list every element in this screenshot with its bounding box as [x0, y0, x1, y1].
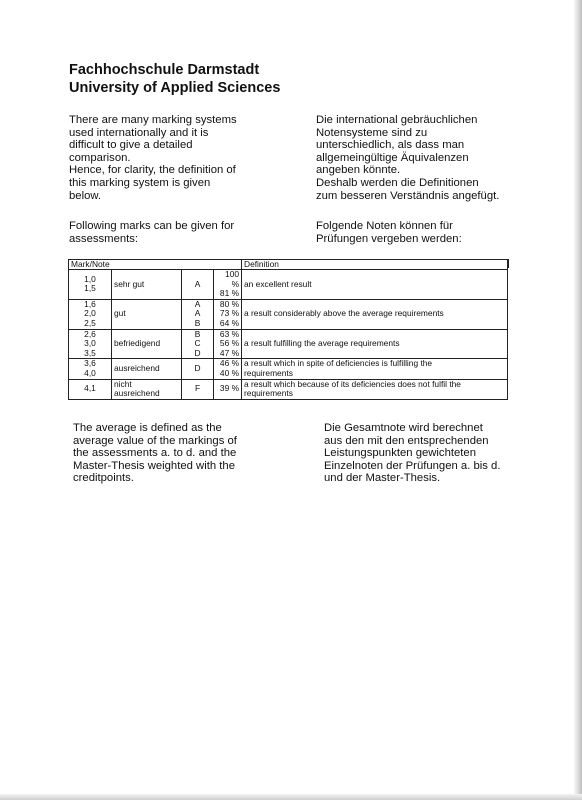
percent-cell-value: 64 %: [219, 317, 240, 328]
percent-cell: [214, 329, 242, 359]
ects-letter-cell-value: A: [194, 298, 201, 309]
ects-letter-cell: [182, 270, 214, 300]
mark-cell-value: 3,6: [84, 358, 96, 369]
percent-cell-value: 47 %: [219, 347, 240, 358]
note-cell: sehr gut: [112, 270, 182, 300]
percent-cell-value: 81 %: [219, 288, 240, 299]
mark-cell-value: 1,0: [84, 273, 96, 284]
percent-cell-value: 80 %: [219, 298, 240, 309]
mark-cell-value: 2,0: [84, 308, 96, 319]
ects-letter-cell: [182, 379, 214, 399]
header-definition: Definition: [242, 260, 508, 270]
note-cell: ausreichend: [112, 359, 182, 379]
institution-name-de: Fachhochschule Darmstadt: [69, 62, 260, 78]
page-edge-shadow: [574, 0, 582, 800]
table-row: [69, 359, 508, 379]
percent-cell: [214, 379, 242, 399]
mark-cell: [69, 379, 112, 399]
percent-cell: [214, 270, 242, 300]
mark-cell-value: 1,6: [84, 298, 96, 309]
ects-letter-cell: [182, 299, 214, 329]
note-cell: gut: [112, 299, 182, 329]
percent-cell-value: 56 %: [219, 338, 240, 349]
definition-cell: a result which because of its deficiencies does not fulfil the requirements: [242, 379, 508, 399]
mark-cell-value: 4,1: [84, 383, 96, 394]
percent-cell-value: 40 %: [219, 367, 240, 378]
average-text-de: Die Gesamtnote wird berechnet aus den mit den entsprechenden Leistungspunkten gewichteten Einzelnoten der Prüfungen a. bis d. und der Master-Thesis.: [324, 422, 501, 485]
institution-name-en: University of Applied Sciences: [69, 80, 281, 96]
table-header-row: [69, 260, 508, 270]
intro-text-en: There are many marking systems used internationally and it is difficult to give a detailed comparison. Hence, for clarity, the definition of this marking system is given below.: [69, 114, 237, 202]
institution-title: [69, 61, 280, 97]
table-row: [69, 270, 508, 300]
note-cell: befriedigend: [112, 329, 182, 359]
page-bottom-edge: [0, 794, 582, 800]
percent-cell: [214, 299, 242, 329]
percent-cell-value: 46 %: [219, 358, 240, 369]
percent-cell-value: 73 %: [219, 308, 240, 319]
ects-letter-cell-value: A: [194, 278, 201, 289]
table-edge-mark: [508, 259, 509, 268]
ects-letter-cell-value: F: [194, 383, 201, 394]
percent-cell-value: 63 %: [219, 328, 240, 339]
definition-cell: a result considerably above the average requirements: [242, 299, 508, 329]
definition-cell: a result fulfilling the average requirements: [242, 329, 508, 359]
mark-cell-value: 4,0: [84, 367, 96, 378]
ects-letter-cell-value: B: [194, 328, 201, 339]
header-mark-note: Mark/Note: [69, 260, 242, 270]
marks-intro-en: Following marks can be given for assessments:: [69, 220, 235, 245]
percent-cell-value: 100 %: [225, 269, 240, 289]
note-cell: nicht ausreichend: [112, 379, 182, 399]
ects-letter-cell-value: D: [194, 363, 201, 374]
mark-cell: [69, 359, 112, 379]
mark-cell: [69, 329, 112, 359]
table-row: [69, 329, 508, 359]
mark-cell-value: 2,5: [84, 317, 96, 328]
average-text-en: The average is defined as the average value of the markings of the assessments a. to d. and the Master-Thesis weighted with the creditpoints.: [73, 422, 237, 485]
mark-cell: [69, 270, 112, 300]
grading-table: [68, 259, 508, 400]
ects-letter-cell-value: B: [194, 317, 201, 328]
mark-cell: [69, 299, 112, 329]
ects-letter-cell: [182, 359, 214, 379]
mark-cell-value: 2,6: [84, 328, 96, 339]
definition-cell: a result which in spite of deficiencies is fulfilling the requirements: [242, 359, 508, 379]
ects-letter-cell-value: C: [194, 338, 201, 349]
definition-cell: an excellent result: [242, 270, 508, 300]
percent-cell: [214, 359, 242, 379]
ects-letter-cell: [182, 329, 214, 359]
mark-cell-value: 3,0: [84, 338, 96, 349]
intro-text-de: Die international gebräuchlichen Notensysteme sind zu unterschiedlich, als dass man allgemeingültige Äquivalenzen angeben könnte. Deshalb werden die Definitionen zum besseren Verständnis angefügt.: [316, 114, 500, 202]
table-row: [69, 379, 508, 399]
table-row: [69, 299, 508, 329]
mark-cell-value: 3,5: [84, 347, 96, 358]
marks-intro-de: Folgende Noten können für Prüfungen vergeben werden:: [316, 220, 462, 245]
mark-cell-value: 1,5: [84, 283, 96, 294]
ects-letter-cell-value: D: [194, 347, 201, 358]
percent-cell-value: 39 %: [219, 383, 240, 394]
ects-letter-cell-value: A: [194, 308, 201, 319]
